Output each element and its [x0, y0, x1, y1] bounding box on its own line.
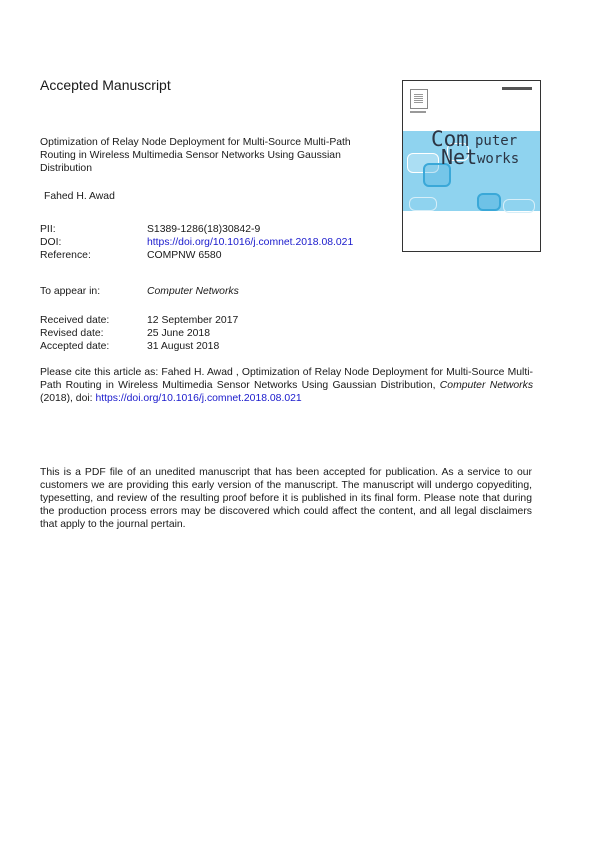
accepted-value: 31 August 2018: [147, 341, 220, 352]
journal-cover: [402, 80, 541, 252]
manuscript-notice: This is a PDF file of an unedited manuscript that has been accepted for publication. As a service to our customers we are providing this early version of the manuscript. The manuscript will undergo copyediting, typesetting, and review of the resulting proof before it is published in its final form. Please note that during the production process errors may be discovered which could affect the content, and all legal disclaimers that apply to the journal pertain.: [40, 467, 532, 530]
pii-label: PII:: [40, 224, 56, 235]
cover-title-com: Com: [431, 127, 469, 151]
reference-value: COMPNW 6580: [147, 250, 222, 261]
cover-title-net: Net: [441, 145, 478, 169]
citation-doi-link[interactable]: https://doi.org/10.1016/j.comnet.2018.08.021: [95, 393, 302, 404]
received-label: Received date:: [40, 315, 110, 326]
reference-label: Reference:: [40, 250, 91, 261]
received-value: 12 September 2017: [147, 315, 239, 326]
journal-name: Computer Networks: [147, 286, 239, 297]
citation-text: Please cite this article as: Fahed H. Awad , Optimization of Relay Node Deployment for Multi-Source Multi-Path Routing in Wireless Multimedia Sensor Networks Using Gaussian Distribution,: [40, 367, 533, 391]
appear-label: To appear in:: [40, 286, 101, 297]
cover-decor-shape: [477, 193, 501, 211]
publisher-logo-icon: [410, 89, 428, 109]
doi-label: DOI:: [40, 237, 62, 248]
citation-paragraph: [40, 366, 533, 405]
revised-label: Revised date:: [40, 328, 104, 339]
cover-footer: [403, 211, 540, 251]
cover-decor-shape: [503, 199, 535, 213]
citation-year: (2018), doi:: [40, 393, 96, 404]
cover-logo-caption: [410, 111, 426, 113]
accepted-label: Accepted date:: [40, 341, 110, 352]
page-heading: Accepted Manuscript: [40, 77, 171, 93]
article-title: Optimization of Relay Node Deployment for Multi-Source Multi-Path Routing in Wireless Multimedia Sensor Networks Using Gaussian Distribution: [40, 137, 351, 174]
citation-journal: Computer Networks: [439, 380, 534, 391]
cover-title-works: works: [477, 151, 520, 167]
cover-title-puter: puter: [475, 133, 518, 149]
cover-small-print-bar: [502, 87, 532, 90]
author-name: Fahed H. Awad: [44, 191, 115, 202]
revised-value: 25 June 2018: [147, 328, 210, 339]
cover-header: [403, 81, 540, 131]
pii-value: S1389-1286(18)30842-9: [147, 224, 261, 235]
cover-decor-shape: [409, 197, 437, 211]
doi-link[interactable]: https://doi.org/10.1016/j.comnet.2018.08.021: [147, 237, 354, 248]
